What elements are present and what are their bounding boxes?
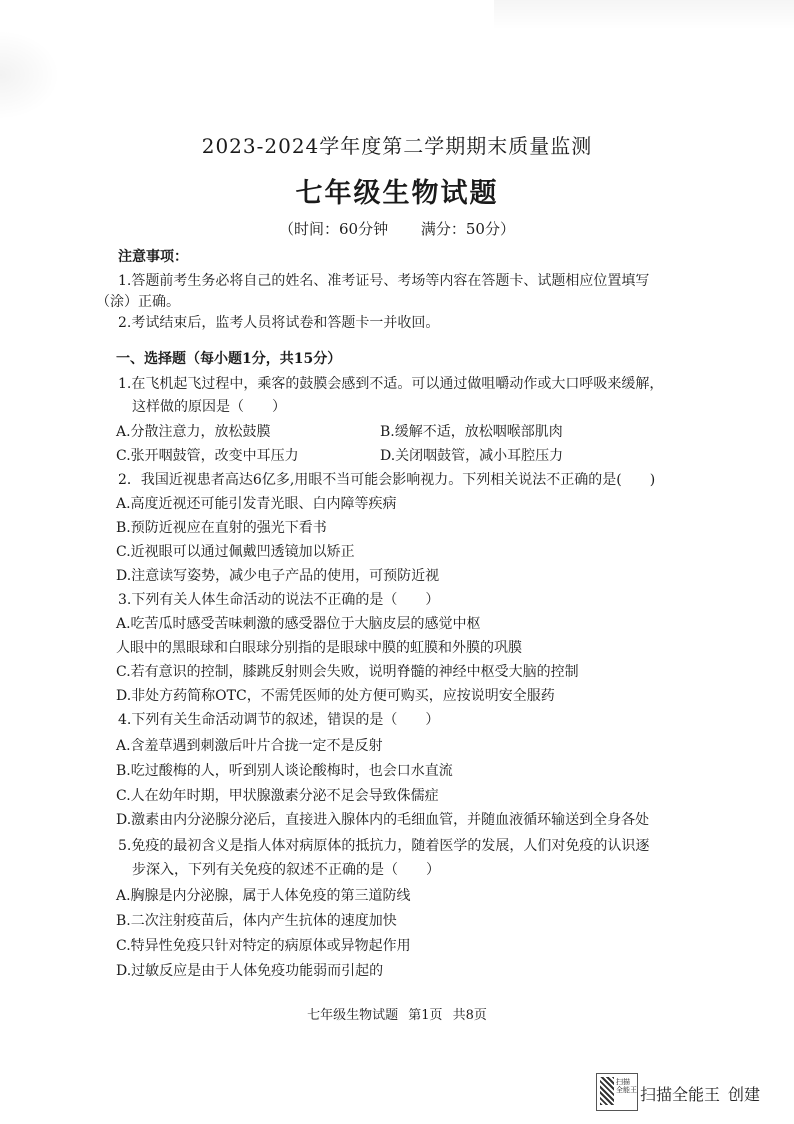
scanner-logo (596, 1073, 638, 1111)
notice-item: 1.答题前考生务必将自己的姓名、准考证号、考场等内容在答题卡、试题相应位置填写 (118, 273, 650, 289)
question-option: B.缓解不适，放松咽喉部肌肉 (380, 424, 563, 440)
question-stem: 这样做的原因是（ ） (132, 399, 286, 415)
scanner-watermark (640, 1082, 768, 1105)
exam-time: （时间：60分钟 (279, 220, 389, 238)
notice-item: 2.考试结束后，监考人员将试卷和答题卡一并收回。 (118, 315, 440, 331)
question-option: A.胸腺是内分泌腺，属于人体免疫的第三道防线 (116, 888, 411, 904)
question-option: A.含羞草遇到刺激后叶片合拢一定不是反射 (116, 738, 383, 754)
page-footer (0, 1004, 794, 1023)
notice-item: （涂）正确。 (96, 294, 180, 310)
scanner-action: 创建 (728, 1085, 761, 1104)
question-option: D.非处方药简称OTC，不需凭医师的处方便可购买，应按说明安全服药 (116, 688, 555, 704)
question-option: C.人在幼年时期，甲状腺激素分泌不足会导致侏儒症 (116, 788, 439, 804)
question-option: B.二次注射疫苗后，体内产生抗体的速度加快 (116, 913, 397, 929)
scanner-logo-text (616, 1078, 637, 1094)
question-option: B.吃过酸梅的人，听到别人谈论酸梅时，也会口水直流 (116, 763, 453, 779)
question-option: 人眼中的黑眼球和白眼球分别指的是眼球中膜的虹膜和外膜的巩膜 (116, 640, 522, 656)
question-option: C.若有意识的控制，膝跳反射则会失败，说明脊髓的神经中枢受大脑的控制 (116, 664, 579, 680)
question-option: D.激素由内分泌腺分泌后，直接进入腺体内的毛细血管，并随血液循环输送到全身各处 (116, 812, 650, 828)
scan-shadow-top (494, 0, 794, 30)
question-stem: 5.免疫的最初含义是指人体对病原体的抵抗力，随着医学的发展，人们对免疫的认识逐 (118, 838, 650, 854)
scanner-logo-line: 扫描 (616, 1078, 630, 1086)
question-option: A.吃苦瓜时感受苦味刺激的感受器位于大脑皮层的感觉中枢 (116, 616, 481, 632)
question-option: C.张开咽鼓管，改变中耳压力 (116, 448, 299, 464)
qr-code-icon (600, 1077, 614, 1105)
exam-score: 满分：50分） (420, 220, 515, 238)
question-option: C.近视眼可以通过佩戴凹透镜加以矫正 (116, 544, 355, 560)
question-option: D.注意读写姿势，减少电子产品的使用，可预防近视 (116, 568, 440, 584)
question-stem: 2．我国近视患者高达6亿多,用眼不当可能会影响视力。下列相关说法不正确的是( ) (118, 472, 656, 488)
question-option: B.预防近视应在直射的强光下看书 (116, 520, 327, 536)
question-stem: 步深入，下列有关免疫的叙述不正确的是（ ） (132, 862, 440, 878)
footer-name: 七年级生物试题 (307, 1008, 399, 1023)
scanner-name: 扫描全能王 (640, 1085, 721, 1104)
question-option: C.特异性免疫只针对特定的病原体或异物起作用 (116, 938, 411, 954)
exam-meta (0, 218, 794, 239)
section-heading: 一、选择题（每小题1分，共15分） (116, 351, 342, 367)
question-stem: 4.下列有关生命活动调节的叙述，错误的是（ ） (118, 712, 440, 728)
footer-page: 第1页 (408, 1008, 443, 1023)
notice-heading: 注意事项： (118, 249, 188, 265)
scan-shadow (0, 30, 60, 120)
question-option: D.关闭咽鼓管，减小耳腔压力 (380, 448, 564, 464)
question-stem: 1.在飞机起飞过程中，乘客的鼓膜会感到不适。可以通过做咀嚼动作或大口呼吸来缓解， (118, 376, 664, 392)
question-option: A.分散注意力，放松鼓膜 (116, 424, 271, 440)
question-option: D.过敏反应是由于人体免疫功能弱而引起的 (116, 963, 384, 979)
scanner-logo-line: 全能王 (616, 1086, 637, 1094)
question-stem: 3.下列有关人体生命活动的说法不正确的是（ ） (118, 592, 440, 608)
exam-title: 2023-2024学年度第二学期期末质量监测 (201, 134, 593, 158)
footer-total: 共8页 (452, 1008, 487, 1023)
exam-subtitle: 七年级生物试题 (295, 178, 499, 209)
question-option: A.高度近视还可能引发青光眼、白内障等疾病 (116, 496, 397, 512)
